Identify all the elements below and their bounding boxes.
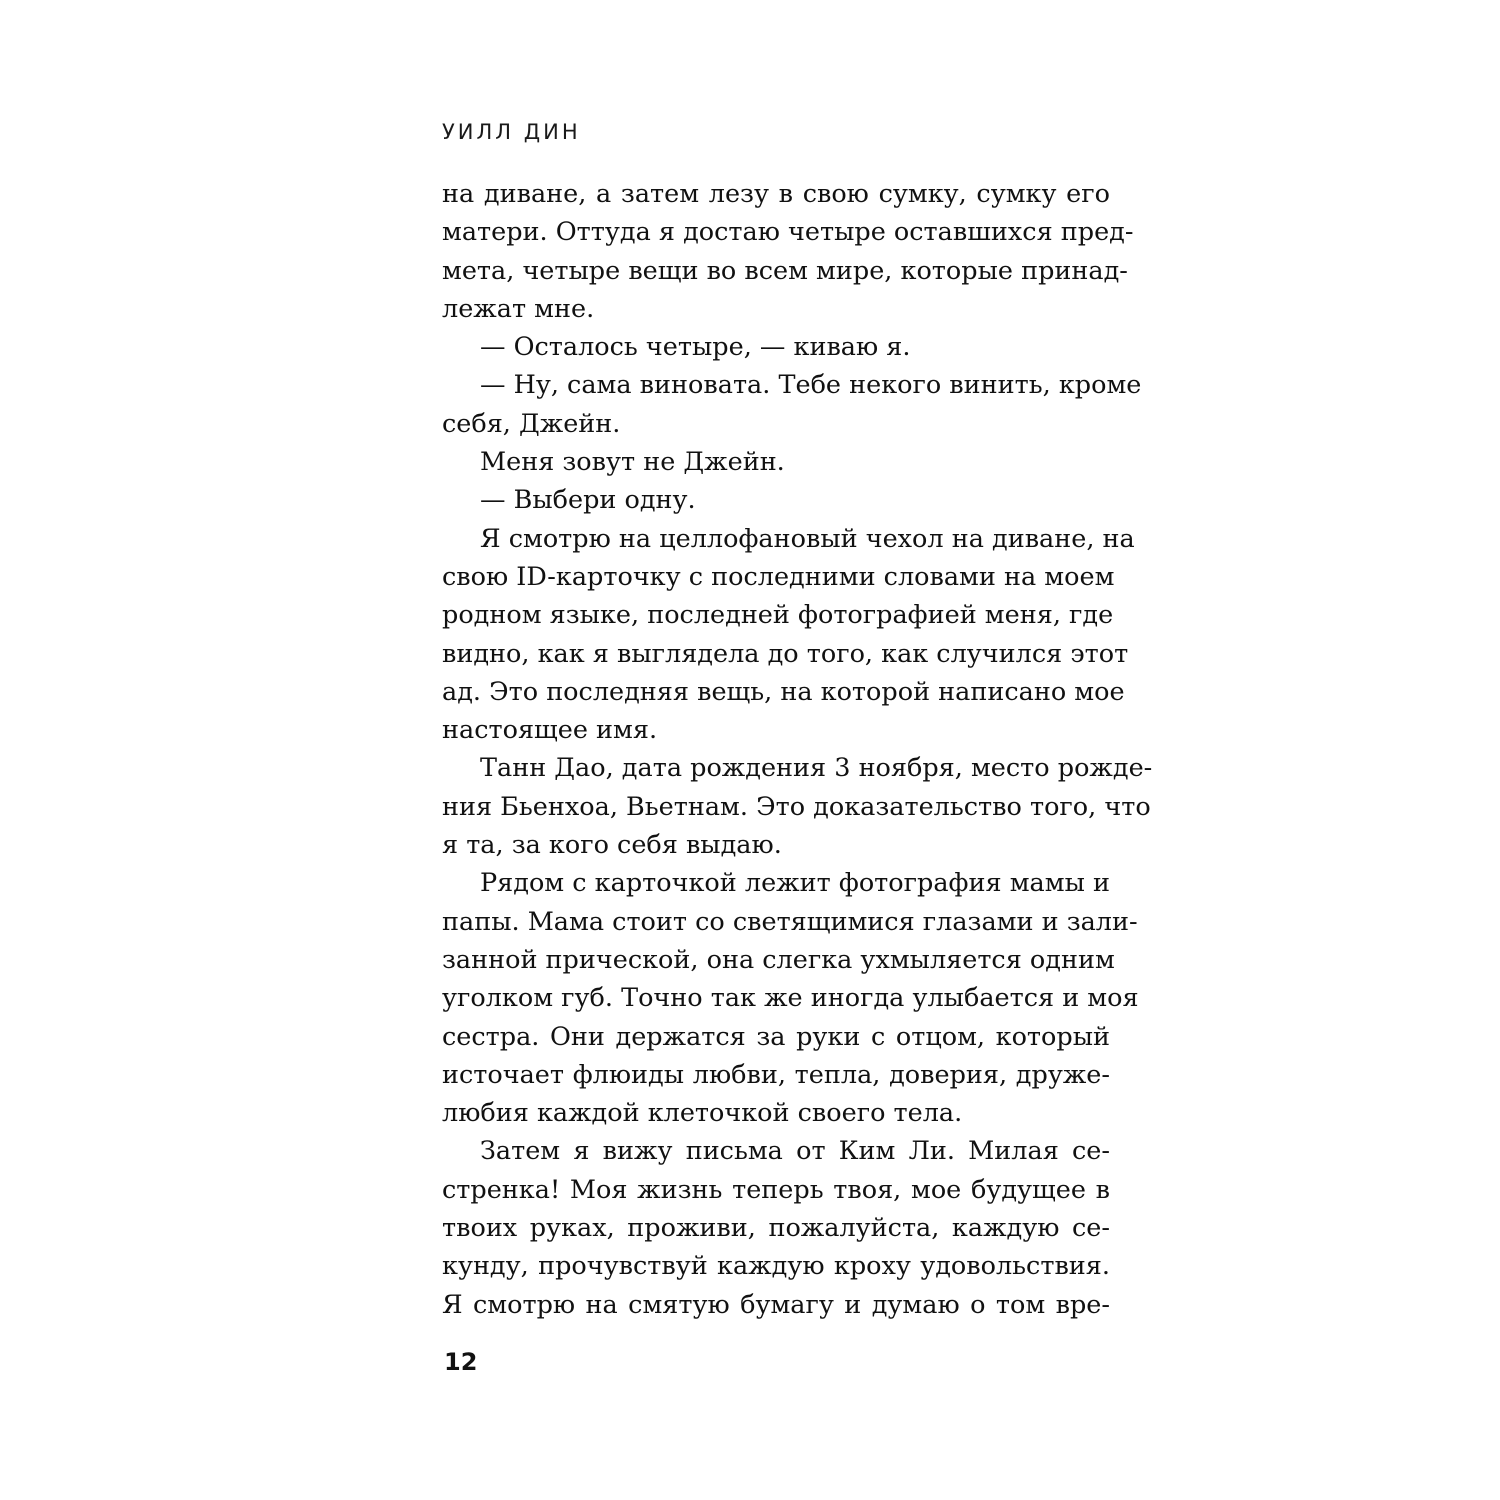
text-line: себя, Джейн. — [442, 408, 621, 439]
text-line: Затем я вижу письма от Ким Ли. Милая се- — [480, 1136, 1110, 1167]
body-text — [442, 175, 1153, 1324]
text-line: сестра. Они держатся за руки с отцом, который — [442, 1021, 1110, 1052]
text-line: — Ну, сама виновата. Тебе некого винить, кроме — [480, 370, 1142, 401]
page-number: 12 — [444, 1348, 478, 1376]
text-line: настоящее имя. — [442, 715, 658, 746]
text-line: уголком губ. Точно так же иногда улыбается и моя — [442, 983, 1139, 1014]
text-line: стренка! Моя жизнь теперь твоя, мое будущее в — [442, 1174, 1110, 1205]
text-line: Меня зовут не Джейн. — [480, 447, 785, 478]
text-line: на диване, а затем лезу в свою сумку, сумку его — [442, 179, 1110, 209]
text-line: мета, четыре вещи во всем мире, которые принад- — [442, 255, 1128, 286]
text-line: — Выбери одну. — [480, 485, 696, 516]
text-line: Я смотрю на целлофановый чехол на диване, на — [480, 523, 1135, 554]
text-line: ад. Это последняя вещь, на которой написано мое — [442, 676, 1125, 707]
text-line: родном языке, последней фотографией меня, где — [442, 600, 1114, 631]
text-line: ния Бьенхоа, Вьетнам. Это доказательство того, что — [442, 791, 1151, 822]
text-line: Рядом с карточкой лежит фотография мамы и — [480, 868, 1110, 899]
text-line: свою ID-карточку с последними словами на моем — [442, 561, 1115, 592]
text-line: лежат мне. — [442, 293, 595, 324]
text-line: папы. Мама стоит со светящимися глазами и зали- — [442, 906, 1138, 937]
text-line: Я смотрю на смятую бумагу и думаю о том вре- — [442, 1289, 1110, 1320]
text-line: видно, как я выглядела до того, как случился этот — [442, 638, 1129, 669]
text-line: я та, за кого себя выдаю. — [442, 830, 782, 861]
text-line: матери. Оттуда я достаю четыре оставшихся пред- — [442, 217, 1134, 248]
text-line: кунду, прочувствуй каждую кроху удовольствия. — [442, 1251, 1110, 1282]
text-line: Танн Дао, дата рождения 3 ноября, место рожде- — [480, 753, 1153, 784]
text-line: любия каждой клеточкой своего тела. — [442, 1098, 963, 1129]
text-line: источает флюиды любви, тепла, доверия, друже- — [442, 1059, 1110, 1090]
running-head-author: УИЛЛ ДИН — [442, 120, 581, 144]
text-line: занной прической, она слегка ухмыляется одним — [442, 944, 1115, 975]
text-line: — Осталось четыре, — киваю я. — [480, 332, 911, 363]
text-line: твоих руках, проживи, пожалуйста, каждую се- — [442, 1213, 1110, 1244]
